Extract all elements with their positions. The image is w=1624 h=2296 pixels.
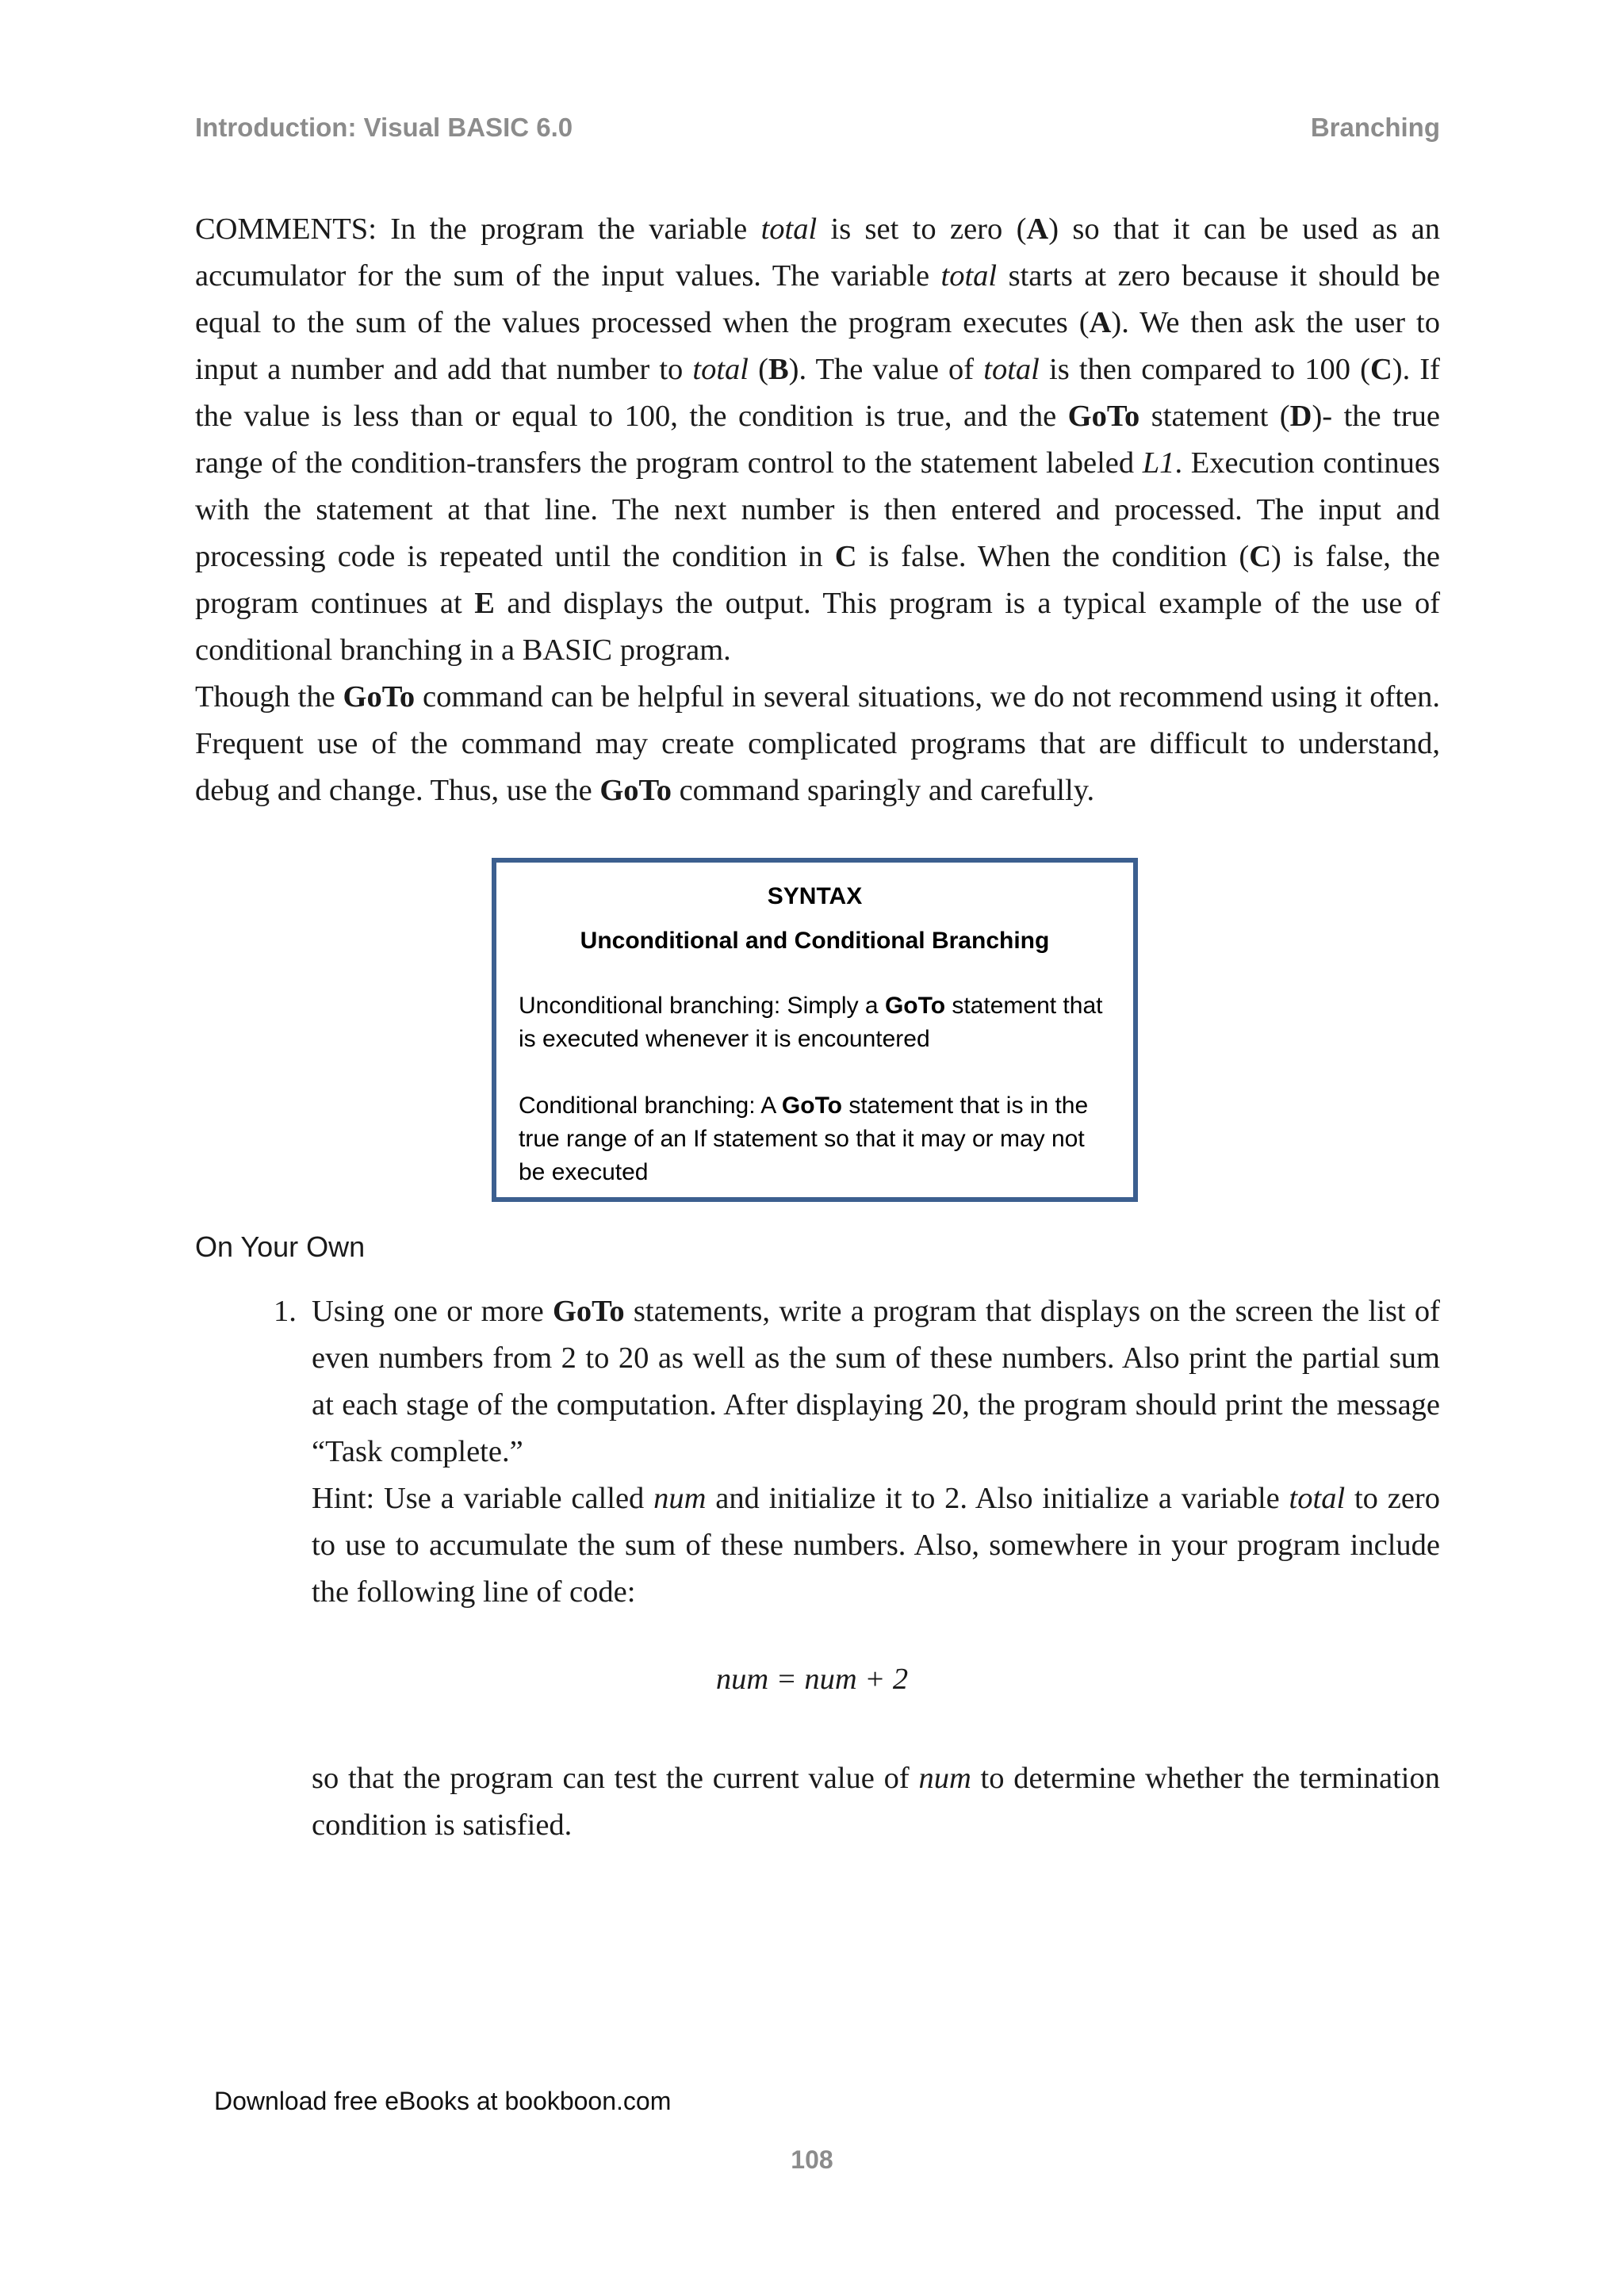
header-chapter-title: Branching xyxy=(1310,113,1440,142)
on-your-own-heading: On Your Own xyxy=(195,1230,366,1263)
syntax-unconditional: Unconditional branching: Simply a GoTo statement that is executed whenever it is encountered xyxy=(519,993,1103,1052)
download-ebooks-link[interactable]: Download free eBooks at bookboon.com xyxy=(214,2087,672,2115)
exercise-number: 1. xyxy=(274,1295,297,1328)
syntax-subtitle: Unconditional and Conditional Branching xyxy=(580,928,1050,954)
syntax-title: SYNTAX xyxy=(767,883,863,909)
exercise-hint: Hint: Use a variable called num and initialize it to 2. Also initialize a variable total to zero to use to accumulate the sum of these numbers. Also, somewhere in your program include the following line of code: xyxy=(312,1482,1440,1609)
exercise-followup: so that the program can test the current value of num to determine whether the termination condition is satisfied. xyxy=(312,1762,1440,1842)
page-number: 108 xyxy=(791,2145,833,2174)
goto-advice-paragraph: Though the GoTo command can be helpful in several situations, we do not recommend using it often. Frequent use of the command may create complicated programs that are difficult to understand, debug and change. Thus, use the GoTo command sparingly and carefully. xyxy=(195,680,1440,807)
comments-paragraph: COMMENTS: In the program the variable total is set to zero (A) so that it can be used as an accumulator for the sum of the input values. The variable total starts at zero because it should be equal to the sum of the values processed when the program executes (A). We then ask the user to input a number and add that number to total (B). The value of total is then compared to 100 (C). If the value is less than or equal to 100, the condition is true, and the GoTo statement (D)- the true range of the condition-transfers the program control to the statement labeled L1. Execution continues with the statement at that line. The next number is then entered and processed. The input and processing code is repeated until the condition in C is false. When the condition (C) is false, the program continues at E and displays the output. This program is a typical example of the use of conditional branching in a BASIC program. xyxy=(195,212,1441,667)
syntax-box xyxy=(492,858,1138,1202)
header-book-title: Introduction: Visual BASIC 6.0 xyxy=(195,113,573,142)
exercise-text: Using one or more GoTo statements, write a program that displays on the screen the list of even numbers from 2 to 20 as well as the sum of these numbers. Also print the partial sum at each stage of the computation. After displaying 20, the program should print the message “Task complete.” xyxy=(312,1295,1440,1468)
code-line: num = num + 2 xyxy=(715,1663,909,1696)
syntax-conditional: Conditional branching: A GoTo statement that is in the true range of an If statement so that it may or may not be executed xyxy=(519,1093,1089,1185)
page-header xyxy=(195,113,1440,143)
